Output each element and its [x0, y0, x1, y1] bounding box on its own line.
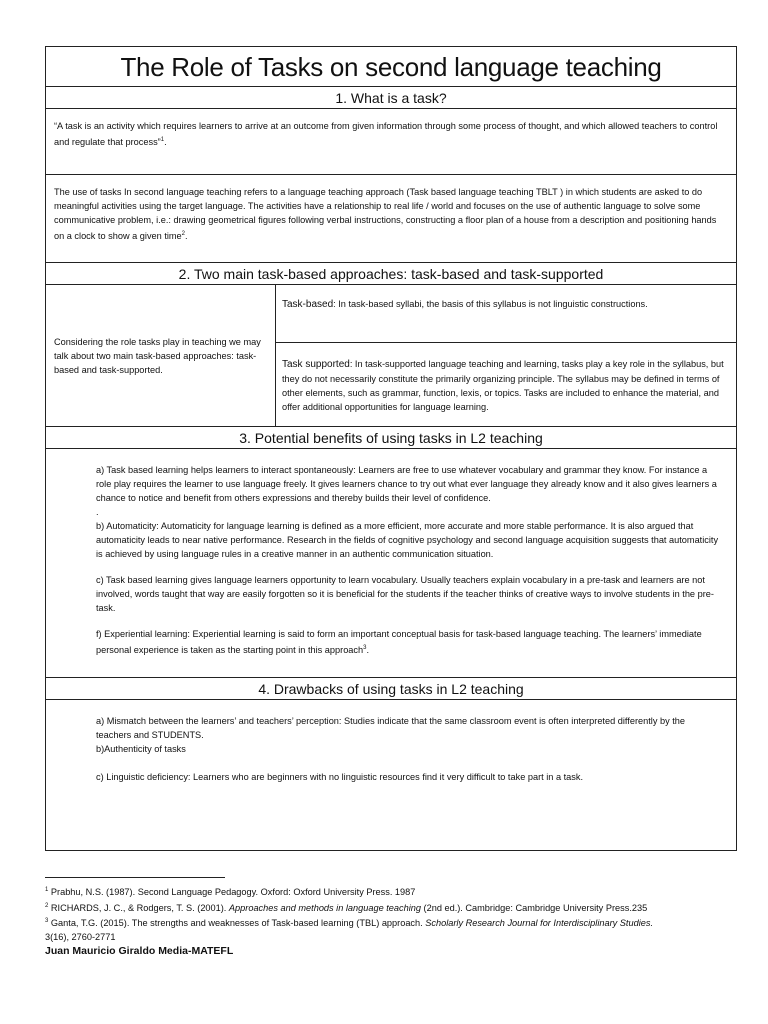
task-supported-text: : In task-supported language teaching and learning, tasks play a key role in the syllabus, but they do not necessarily constitute the primarily organizing principle. The syllabus may be defined in terms of other elements, such as grammar, function, lexis, or topics. Tasks are included to enhance the material, and offer additional opportunities for language learning. [282, 359, 724, 412]
drawbacks-list [46, 700, 736, 850]
footnote-1 [45, 884, 745, 900]
section-2-heading: 2. Two main task-based approaches: task-based and task-supported [46, 263, 736, 285]
approaches-intro-text: Considering the role tasks play in teaching we may talk about two main task-based approaches: task-based and task-supported. [54, 336, 261, 375]
footnote-1-text: Prabhu, N.S. (1987). Second Language Pedagogy. Oxford: Oxford University Press. 1987 [48, 887, 416, 898]
footnote-ref-1[interactable]: 1 [160, 137, 165, 143]
page-title: The Role of Tasks on second language teaching [46, 47, 736, 87]
author-name: Juan Mauricio Giraldo Media-MATEFL [45, 945, 234, 957]
footnote-2 [45, 900, 745, 916]
benefits-list [46, 449, 736, 678]
drawback-c: c) Linguistic deficiency: Learners who are beginners with no linguistic resources find it very difficult to take part in a task. [96, 772, 584, 782]
quote-text: “A task is an activity which requires learners to arrive at an outcome from given information through some process of thought, and which allowed teachers to control and regulate that process” [54, 121, 718, 148]
benefit-b: b) Automaticity: Automaticity for language learning is defined as a more efficient, more accurate and more stable performance. It is also argued that automaticity leads to near native performance. Research in the fields of cognitive psychology and second language acquisition suggests that automaticity is achieved by using language rules in a creative manner in an authentic communication situation. [96, 521, 719, 559]
footnotes [45, 884, 745, 944]
benefit-f [96, 627, 722, 657]
footnote-divider [45, 877, 225, 878]
benefit-c: c) Task based learning gives language learners opportunity to learn vocabulary. Usually teachers explain vocabulary in a pre-task and learners are not involved, words taught that way are easily forgotten so it is beneficial for the students if the teacher thinks of creative ways to involve students in the pre-task. [96, 575, 714, 613]
task-definition-quote [46, 109, 736, 175]
section-1-heading: 1. What is a task? [46, 87, 736, 109]
benefit-f-end: . [366, 645, 370, 656]
task-based-term: Task-based [282, 299, 334, 310]
drawback-a: a) Mismatch between the learners’ and teachers’ perception: Studies indicate that the same classroom event is often interpreted differently by the teachers and STUDENTS. [96, 716, 685, 740]
footnote-ref-3[interactable]: 3 [363, 645, 367, 651]
benefit-f-text: f) Experiential learning: Experiential learning is said to form an important conceptual basis for task-based language teaching. The learners’ immediate personal experience is taken as the starting point in this approach [96, 629, 702, 656]
footnote-2-text-a: RICHARDS, J. C., & Rodgers, T. S. (2001). [48, 902, 229, 913]
task-based-cell [276, 285, 736, 343]
benefit-separator: . [96, 507, 99, 517]
footnote-1-mark: 1 [45, 887, 49, 893]
tblt-text: The use of tasks In second language teaching refers to a language teaching approach (Task based language teaching TBLT ) in which students are asked to do meaningful activities using the target language. The activities have a relationship to real life / world and focuses on the use of authentic language to solve some communicative problem, i.e.: drawing geometrical figures following verbal instructions, constructing a floor plan of a house from a description and positioning hands on a clock to show a given time [54, 187, 717, 242]
footnote-ref-2[interactable]: 2 [181, 231, 186, 237]
footnote-3 [45, 915, 745, 931]
section-4-heading: 4. Drawbacks of using tasks in L2 teaching [46, 678, 736, 700]
approaches-table [46, 285, 736, 427]
task-supported-term: Task supported [282, 359, 350, 370]
approaches-intro [46, 285, 276, 426]
section-3-heading: 3. Potential benefits of using tasks in L2 teaching [46, 427, 736, 449]
footnote-3-mark: 3 [45, 918, 49, 925]
benefit-a: a) Task based learning helps learners to interact spontaneously: Learners are free to use whatever vocabulary and grammar they know. For instance a role play requires the learner to use language freely. It gives learners chance to try out what ever language they already know and it also gives learners a chance to notice and benefit from others expressions and thereby builds their level of confidence. [96, 465, 717, 503]
footnote-2-mark: 2 [45, 902, 49, 909]
document-table [45, 46, 737, 851]
footnote-3-text-a: Ganta, T.G. (2015). The strengths and weaknesses of Task-based learning (TBL) approach. [48, 918, 426, 929]
drawback-b: b)Authenticity of tasks [96, 744, 186, 754]
footnote-3-journal: Scholarly Research Journal for Interdisciplinary Studies. [425, 918, 653, 929]
footnote-2-text-b: (2nd ed.). Cambridge: Cambridge University Press.235 [420, 902, 648, 913]
approaches-definitions [276, 285, 736, 426]
footnote-2-title: Approaches and methods in language teaching [228, 902, 421, 913]
tblt-paragraph [46, 175, 736, 263]
task-supported-cell [276, 343, 736, 426]
tblt-end: . [185, 231, 188, 242]
task-based-text: : In task-based syllabi, the basis of this syllabus is not linguistic constructions. [333, 299, 648, 309]
footnote-3-cont: 3(16), 2760-2771 [45, 931, 116, 942]
quote-end: . [164, 137, 167, 148]
